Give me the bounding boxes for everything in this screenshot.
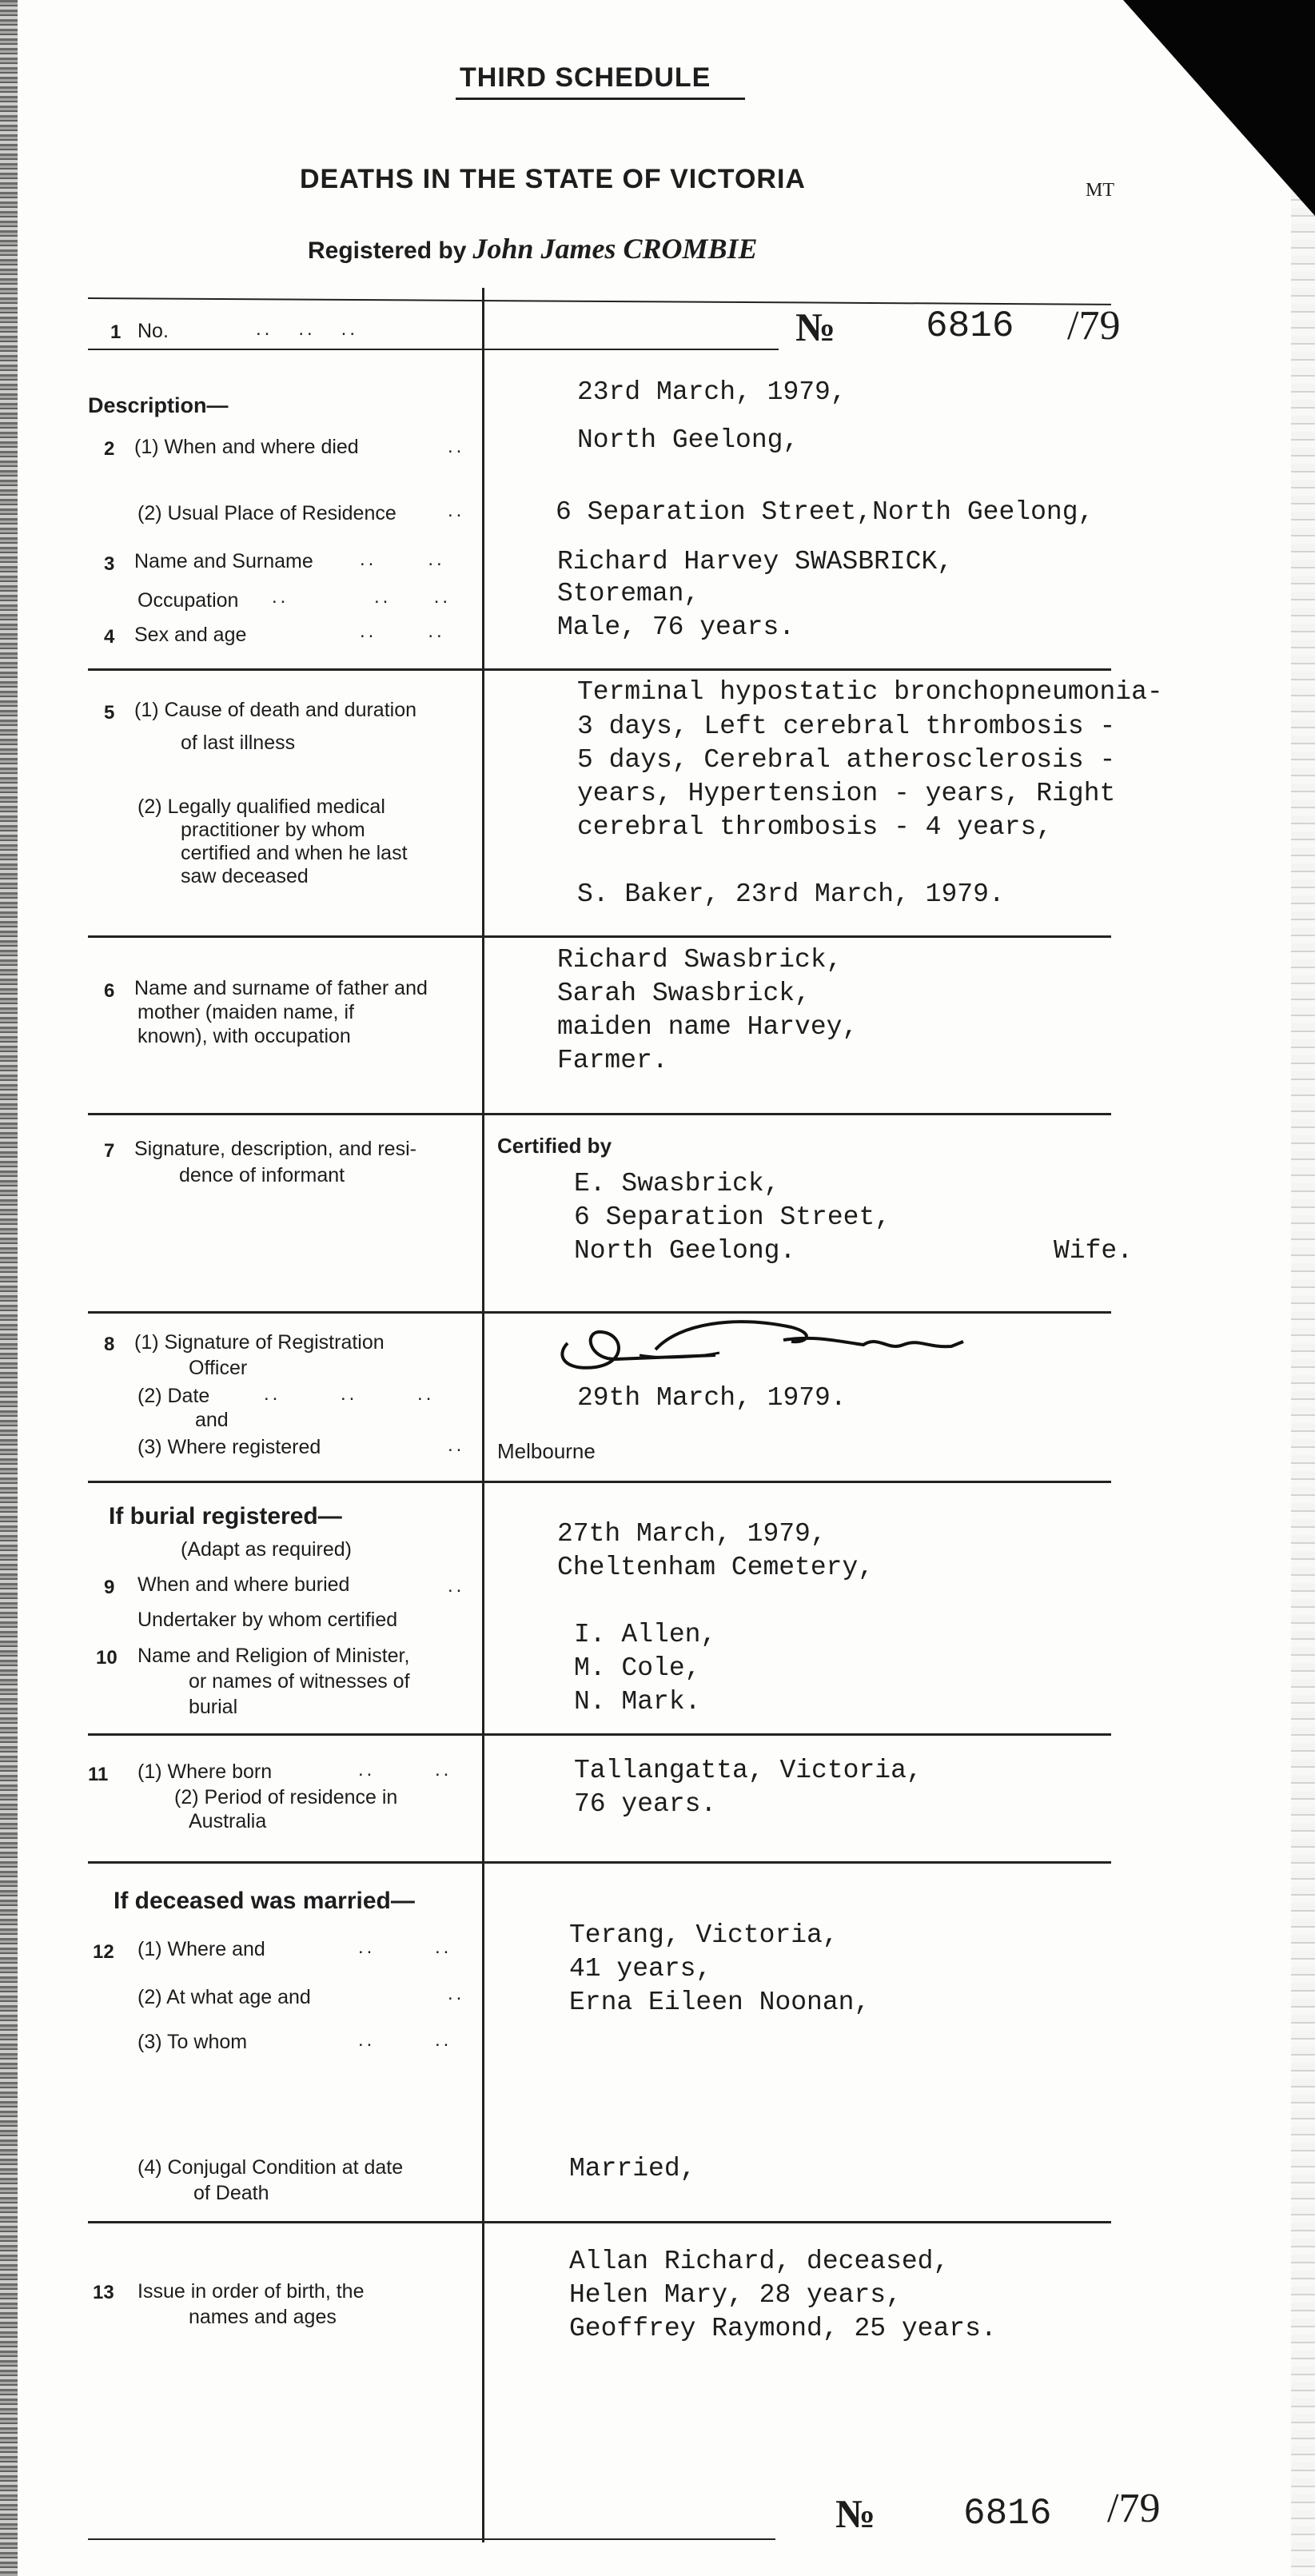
row2-dots-1: .. [448, 436, 465, 457]
burial-label-minister: Name and Religion of Minister, [137, 1645, 410, 1667]
mark-text: MT [1086, 180, 1114, 201]
deceased-occupation: Storeman, [557, 579, 700, 608]
married-label-conjugal: (4) Conjugal Condition at date [137, 2156, 404, 2179]
row3-label-sex-age: Sex and age [134, 624, 247, 646]
row2-label-residence: (2) Usual Place of Residence [137, 502, 396, 524]
registered-by-line [308, 232, 758, 265]
married-label-to-whom: (3) To whom [137, 2031, 248, 2053]
conjugal-condition: Married, [569, 2154, 696, 2183]
cause-line-5: cerebral thrombosis - 4 years, [577, 812, 1053, 842]
burial-label-burial: burial [189, 1696, 238, 1718]
marriage-place: Terang, Victoria, [569, 1920, 839, 1950]
cause-line-2: 3 days, Left cerebral thrombosis - [577, 712, 1116, 741]
row12-dots-1: .. .. [358, 1936, 452, 1958]
row8-label-date: (2) Date [137, 1385, 210, 1407]
row5-label-cause-2: of last illness [181, 732, 296, 754]
issue-2: Helen Mary, 28 years, [569, 2280, 902, 2310]
mother-maiden-name: maiden name Harvey, [557, 1012, 859, 1042]
row1-label: No. [137, 320, 169, 342]
row3-label-name: Name and Surname [134, 550, 313, 572]
row3-dots-1: .. .. [360, 548, 445, 570]
scan-left-edge [0, 0, 18, 2576]
burial-witness-1: M. Cole, [574, 1653, 701, 1683]
informant-street: 6 Separation Street, [574, 1202, 891, 1232]
row5-number: 5 [104, 702, 115, 724]
registration-place: Melbourne [497, 1439, 596, 1463]
birthplace: Tallangatta, Victoria, [574, 1756, 922, 1785]
rule-after-row4 [88, 668, 1111, 671]
parent-occupation: Farmer. [557, 1046, 668, 1075]
reg-number-suffix: /79 [1067, 303, 1121, 349]
marriage-age: 41 years, [569, 1954, 712, 1984]
row8-label-officer: Officer [189, 1357, 248, 1379]
rule-after-burial [88, 1733, 1111, 1736]
rule-after-row6 [88, 1113, 1111, 1115]
row9-dots: .. [448, 1575, 465, 1597]
row7-label-1: Signature, description, and resi- [134, 1138, 416, 1160]
row8-dots-1: .. .. .. [264, 1383, 435, 1405]
table-top-rule [88, 297, 1111, 305]
row5-label-practitioner-3: certified and when he last [181, 842, 408, 864]
document-title: DEATHS IN THE STATE OF VICTORIA [300, 164, 806, 194]
residence-period: 76 years. [574, 1789, 717, 1819]
row11-label-period: (2) Period of residence in [174, 1786, 398, 1808]
row6-label-2: mother (maiden name, if [137, 1001, 354, 1023]
row8-label-and: and [195, 1409, 229, 1431]
footer-number-suffix: /79 [1107, 2486, 1161, 2531]
burial-date: 27th March, 1979, [557, 1519, 827, 1549]
burial-adapt-note: (Adapt as required) [181, 1538, 353, 1561]
row5-label-cause: (1) Cause of death and duration [134, 699, 417, 721]
row5-label-practitioner: (2) Legally qualified medical [137, 796, 385, 818]
footer-rule [88, 2538, 775, 2540]
footer-number-symbol: № [835, 2491, 876, 2536]
cause-line-1: Terminal hypostatic bronchopneumonia- [577, 677, 1163, 707]
row13-number: 13 [93, 2282, 114, 2303]
deceased-sex-age: Male, 76 years. [557, 612, 795, 642]
row12-dots-3: .. .. [358, 2029, 452, 2051]
married-label-where: (1) Where and [137, 1938, 265, 1960]
rule-after-row11 [88, 1861, 1111, 1864]
row7-number: 7 [104, 1140, 115, 1162]
row11-dots: .. .. [358, 1759, 452, 1780]
row8-label-where: (3) Where registered [137, 1436, 321, 1458]
rule-after-married [88, 2221, 1111, 2223]
row2-number: 2 [104, 438, 115, 460]
issue-3: Geoffrey Raymond, 25 years. [569, 2314, 997, 2343]
row9-number: 9 [104, 1577, 115, 1598]
row8-number: 8 [104, 1334, 115, 1355]
row8-dots-2: .. [448, 1434, 465, 1456]
informant-relation: Wife. [1054, 1236, 1134, 1266]
usual-residence: 6 Separation Street,North Geelong, [556, 497, 1094, 527]
row11-label-australia: Australia [189, 1810, 267, 1832]
registrar-name: John James CROMBIE [472, 233, 758, 265]
reg-number-value: 6816 [926, 305, 1014, 347]
burial-label-undertaker: Undertaker by whom certified [137, 1609, 398, 1631]
registration-date: 29th March, 1979. [577, 1383, 847, 1413]
row5-label-practitioner-2: practitioner by whom [181, 819, 365, 841]
informant-name: E. Swasbrick, [574, 1169, 780, 1198]
schedule-title: THIRD SCHEDULE [460, 62, 711, 93]
row1-number: 1 [110, 321, 122, 343]
rule-after-row8 [88, 1481, 1111, 1483]
scan-right-edge [1291, 160, 1315, 2576]
row3-dots-2: .. .. .. [272, 586, 452, 608]
description-heading: Description— [88, 393, 229, 417]
row11-number: 11 [88, 1764, 109, 1785]
burial-witness-2: N. Mark. [574, 1687, 701, 1717]
burial-heading: If burial registered— [109, 1503, 342, 1529]
row6-label-3: known), with occupation [137, 1025, 351, 1047]
spouse-name: Erna Eileen Noonan, [569, 1988, 871, 2017]
father-name: Richard Swasbrick, [557, 945, 843, 975]
row4-number: 4 [104, 626, 115, 648]
row8-label-signature: (1) Signature of Registration [134, 1331, 385, 1354]
row12-number: 12 [93, 1941, 114, 1963]
schedule-underline [456, 98, 745, 100]
issue-1: Allan Richard, deceased, [569, 2247, 950, 2276]
row3-number: 3 [104, 553, 115, 575]
row6-label-1: Name and surname of father and [134, 977, 428, 999]
death-date: 23rd March, 1979, [577, 377, 847, 407]
row1-dots: .. .. .. [256, 318, 359, 340]
married-label-age: (2) At what age and [137, 1986, 311, 2008]
rule-after-row5 [88, 935, 1111, 938]
row6-number: 6 [104, 980, 115, 1002]
row7-label-2: dence of informant [179, 1164, 345, 1186]
scan-dark-corner [1123, 0, 1315, 216]
registered-by-label: Registered by [308, 237, 467, 264]
cause-line-3: 5 days, Cerebral atherosclerosis - [577, 745, 1116, 775]
row13-label-1: Issue in order of birth, the [137, 2280, 365, 2303]
burial-label-witnesses: or names of witnesses of [189, 1670, 410, 1693]
row10-number: 10 [96, 1647, 118, 1669]
row2-label-when-where: (1) When and where died [134, 436, 359, 458]
row12-dots-2: .. [448, 1983, 465, 2004]
burial-undertaker: I. Allen, [574, 1620, 717, 1649]
table-column-divider [482, 288, 484, 2542]
row5-label-practitioner-4: saw deceased [181, 865, 309, 887]
burial-place: Cheltenham Cemetery, [557, 1553, 875, 1582]
reg-number-symbol: № [795, 305, 836, 349]
burial-label-when-where: When and where buried [137, 1573, 350, 1596]
row3-label-occupation: Occupation [137, 589, 239, 612]
row13-label-2: names and ages [189, 2306, 337, 2328]
row11-label-where-born: (1) Where born [137, 1761, 273, 1783]
row2-dots-2: .. [448, 500, 465, 521]
row3-dots-3: .. .. [360, 620, 445, 642]
married-label-of-death: of Death [193, 2182, 269, 2204]
practitioner-certification: S. Baker, 23rd March, 1979. [577, 879, 1005, 909]
footer-number-value: 6816 [963, 2493, 1052, 2534]
mother-name: Sarah Swasbrick, [557, 979, 811, 1008]
row1-left-rule [88, 349, 484, 350]
married-heading: If deceased was married— [114, 1888, 415, 1914]
cause-line-4: years, Hypertension - years, Right [577, 779, 1116, 808]
death-place: North Geelong, [577, 425, 799, 455]
registration-officer-signature [552, 1311, 967, 1383]
informant-locality: North Geelong. [574, 1236, 796, 1266]
deceased-name: Richard Harvey SWASBRICK, [557, 547, 954, 576]
row1-value-rule [483, 349, 779, 350]
certified-by-label: Certified by [497, 1134, 612, 1158]
